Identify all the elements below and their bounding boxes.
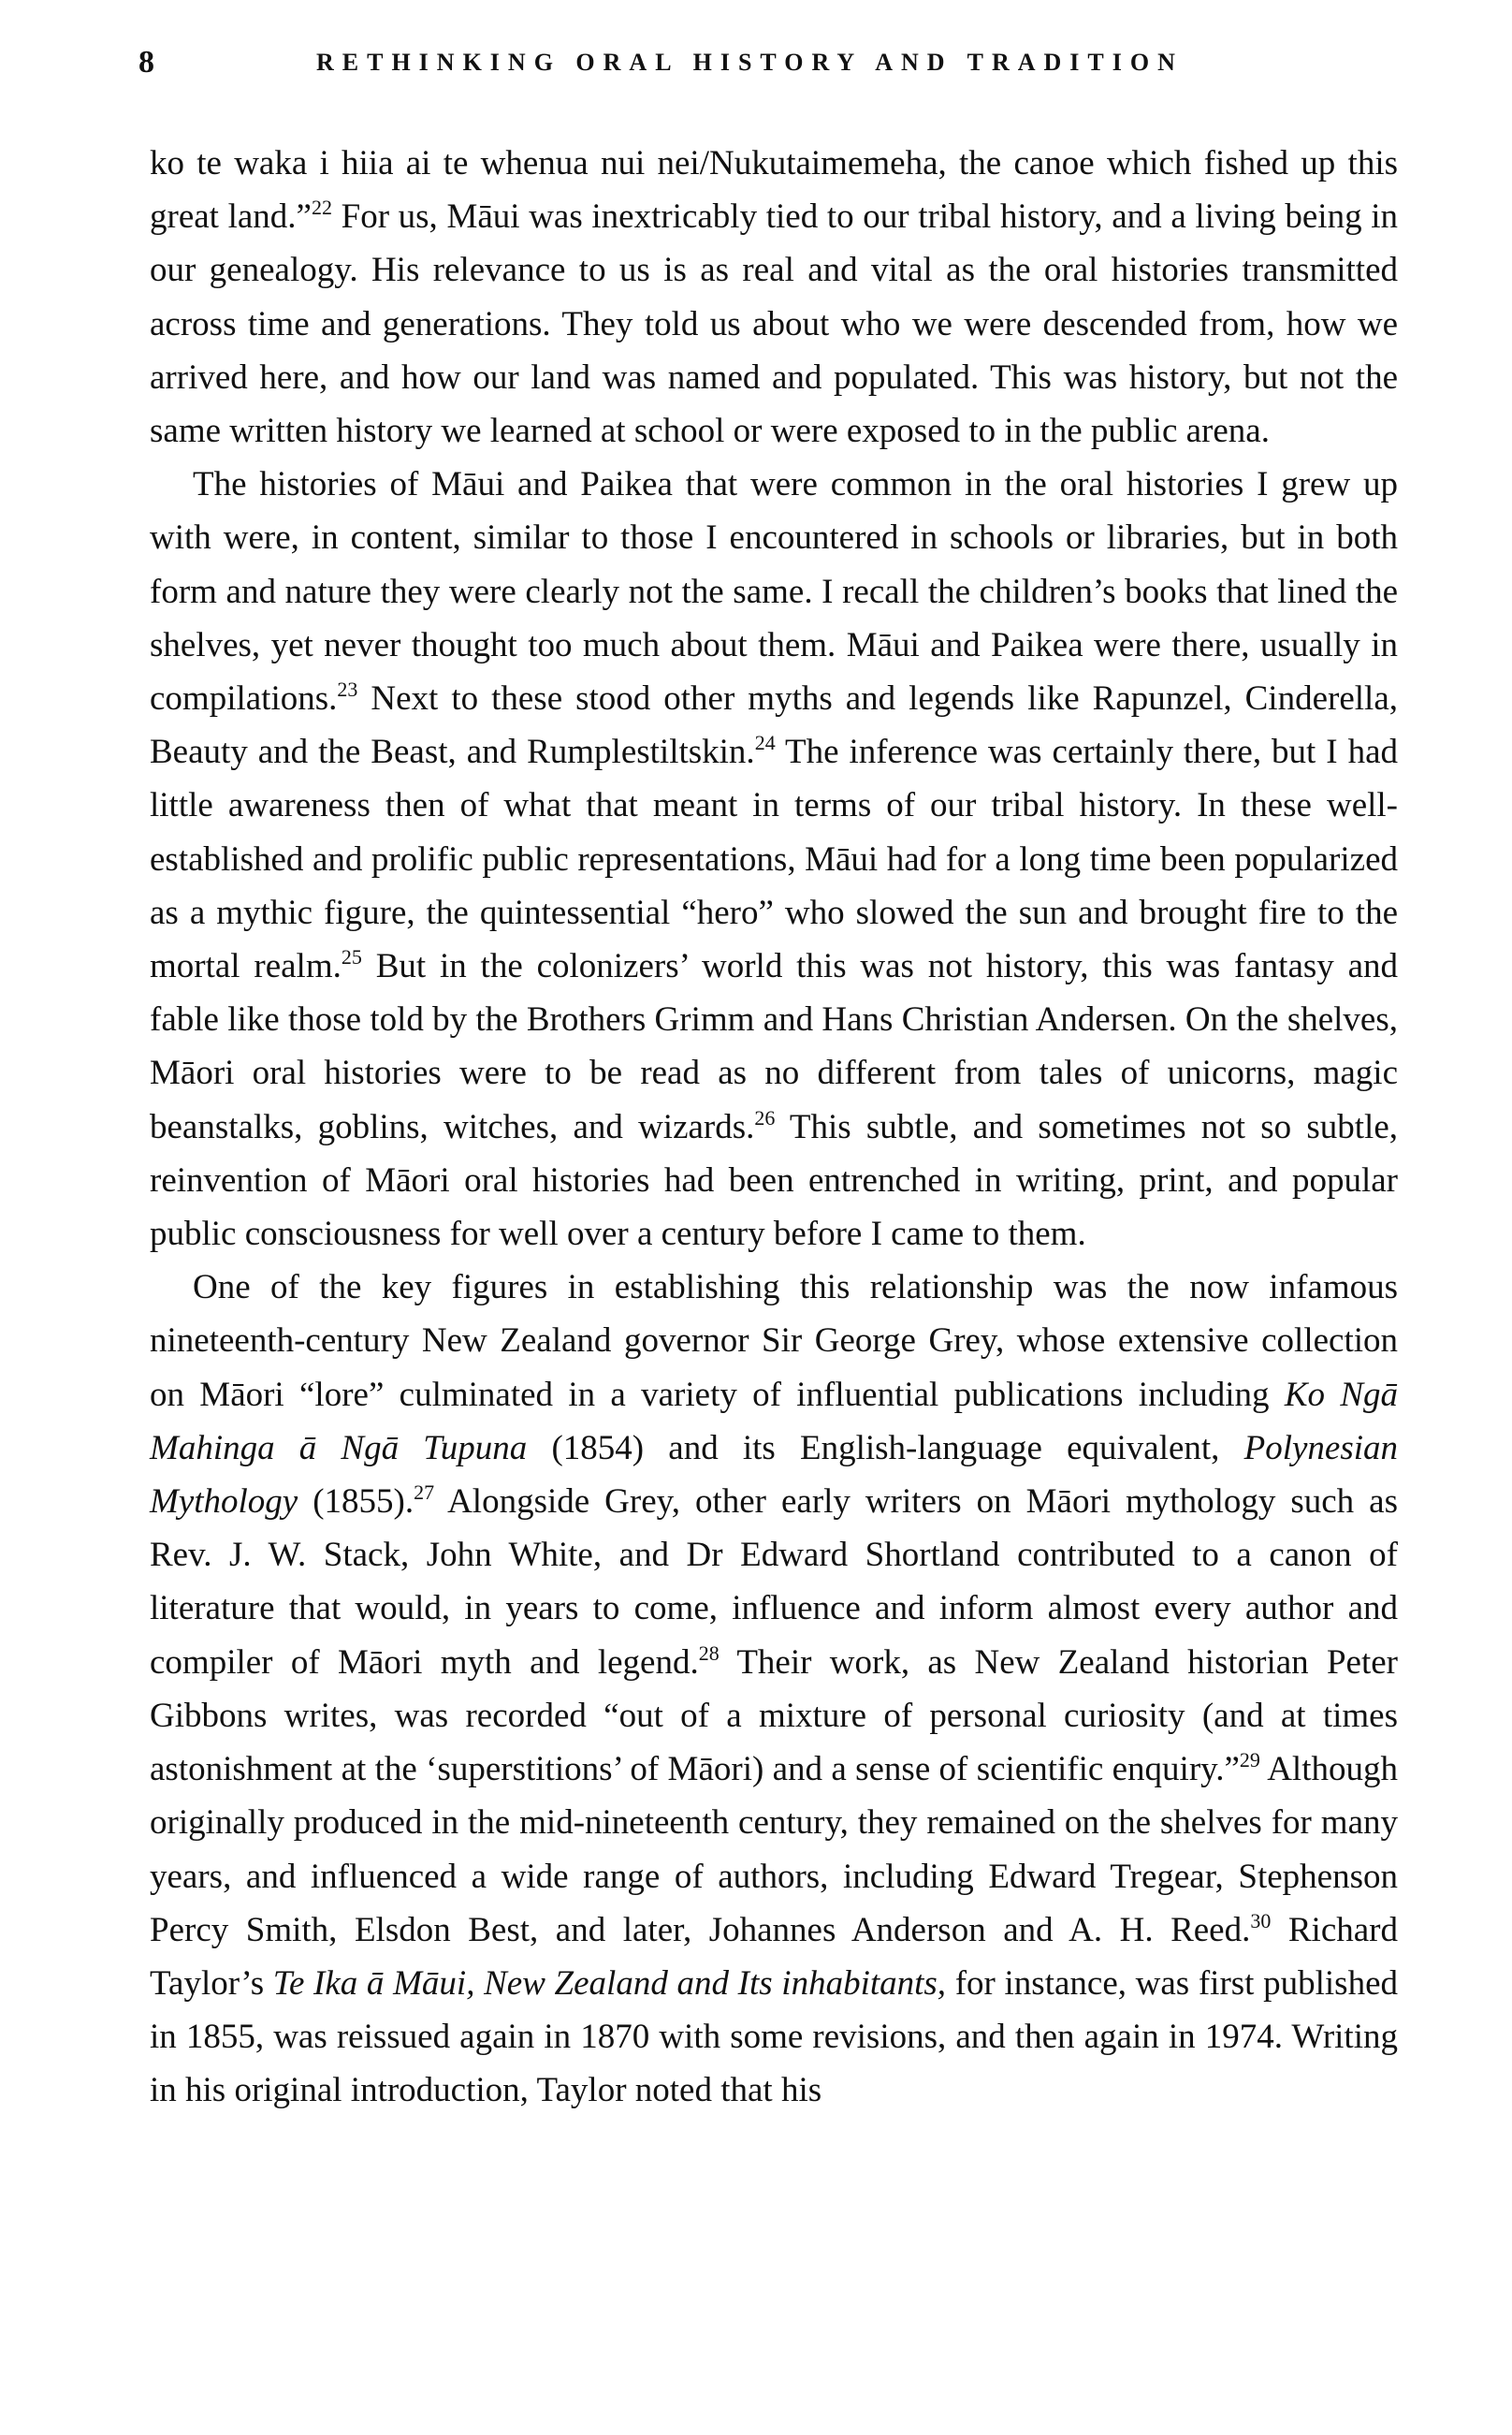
footnote-ref: 26 [754,1105,776,1130]
footnote-ref: 28 [698,1640,720,1665]
text-run: Their work, as New Zealand historian Peter Gibbons writes, was recorded “out of a mixture of personal curiosity (and at times astonishment at the ‘superstitions’ of Māori) and a sense of scientific enquiry.” [150,1642,1398,1789]
text-run: Next to these stood other myths and legends like Rapunzel, Cinderella, Beauty and the Beast, and Rumplestiltskin. [150,679,1398,772]
running-title: RETHINKING ORAL HISTORY AND TRADITION [316,49,1184,76]
text-run: This subtle, and sometimes not so subtle, reinvention of Māori oral histories had been entrenched in writing, print, and popular public consciousness for well over a century before I came to them. [150,1107,1398,1254]
footnote-ref: 30 [1250,1908,1272,1932]
footnote-ref: 24 [754,731,776,755]
body-text [150,137,1398,2118]
text-run: for instance, was first published in 1855, was reissued again in 1870 with some revisions, and then again in 1974. Writing in his original introduction, Taylor noted that his [150,1963,1398,2110]
paragraph-1 [150,137,1398,458]
paragraph-2 [150,458,1398,1261]
text-run: (1855). [298,1482,414,1522]
text-run: The inference was certainly there, but I had little awareness then of what that meant in terms of our tribal history. In these well-established and prolific public representations, Māui had for a long time been popularized as a mythic figure, the quintessential “hero” who slowed the sun and brought fire to the mortal realm. [150,733,1398,986]
footnote-ref: 27 [414,1480,435,1505]
italic-title: Ko Ngā Mahinga ā Ngā Tupuna [150,1375,1398,1467]
page-number: 8 [138,45,154,80]
text-run: For us, Māui was inextricably tied to our tribal history, and a living being in our genealogy. His relevance to us is as real and vital as the oral histories transmitted across time and generations. They told us about who we were descended from, how we arrived here, and how our land was named and populated. This was history, but not the same written history we learned at school or were exposed to in the public arena. [150,197,1398,451]
footnote-ref: 25 [341,945,362,970]
text-run: Alongside Grey, other early writers on Māori mythology such as Rev. J. W. Stack, John White, and Dr Edward Shortland contributed to a canon of literature that would, in years to come, influence and inform almost every author and compiler of Māori myth and legend. [150,1482,1398,1682]
footnote-ref: 29 [1239,1748,1260,1772]
text-run: One of the key figures in establishing this relationship was the now infamous nineteenth-century New Zealand governor Sir George Grey, whose extensive collection on Māori “lore” culminated in a variety of influential publications including [150,1268,1398,1414]
italic-title: Polynesian Mythology [150,1428,1398,1522]
page-header [138,45,1383,92]
text-run: (1854) and its English-language equivalent, [527,1428,1244,1467]
footnote-ref: 22 [311,196,332,220]
footnote-ref: 23 [337,678,358,702]
text-run: ko te waka i hiia ai te whenua nui nei/Nukutaimemeha, the canoe which fished up this great land.” [150,144,1398,237]
text-run: But in the colonizers’ world this was not history, this was fantasy and fable like those told by the Brothers Grimm and Hans Christian Andersen. On the shelves, Māori oral histories were to be read as no different from tales of unicorns, magic beanstalks, goblins, witches, and wizards. [150,947,1398,1146]
italic-title: Te Ika ā Māui, New Zealand and Its inhabitants, [272,1963,947,2003]
text-run: The histories of Māui and Paikea that were common in the oral histories I grew up with were, in content, similar to those I encountered in schools or libraries, but in both form and nature they were clearly not the same. I recall the children’s books that lined the shelves, yet never thought too much about them. Māui and Paikea were there, usually in compilations. [150,465,1398,719]
text-run: Richard Taylor’s [150,1910,1398,2003]
paragraph-3 [150,1261,1398,2117]
text-run: Although originally produced in the mid-nineteenth century, they remained on the shelves for many years, and influenced a wide range of authors, including Edward Tregear, Stephenson Percy Smith, Elsdon Best, and later, Johannes Anderson and A. H. Reed. [150,1750,1398,1949]
